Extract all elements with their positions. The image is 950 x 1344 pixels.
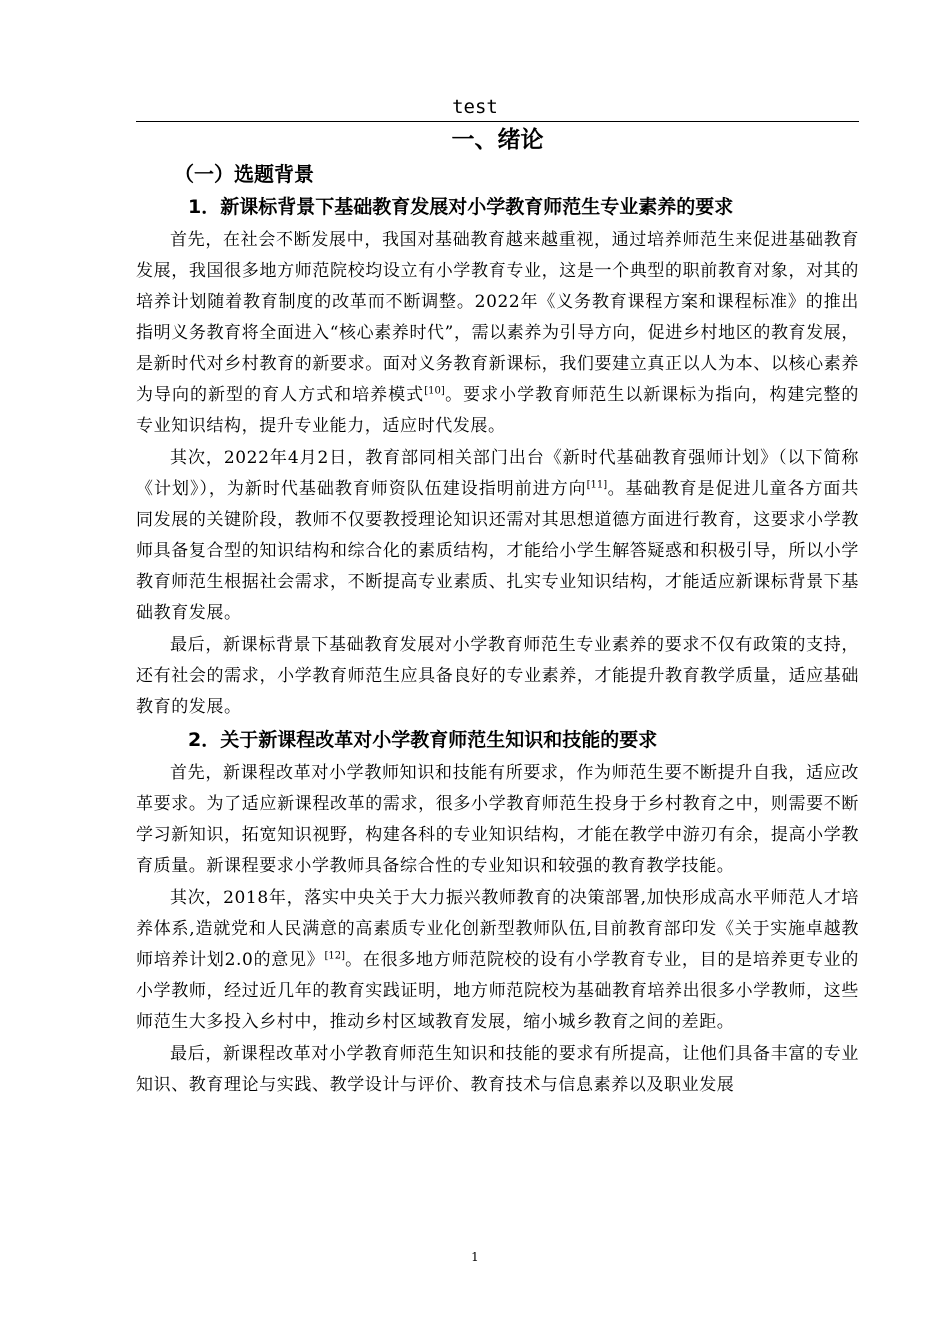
citation: [12] xyxy=(324,950,346,962)
page-number: 1 xyxy=(471,1250,479,1264)
paragraph: 最后，新课标背景下基础教育发展对小学教育师范生专业素养的要求不仅有政策的支持，还有社会的需求，小学教育师范生应具备良好的专业素养，才能提升教育教学质量，适应基础教育的发展。 xyxy=(136,635,859,717)
citation: [11] xyxy=(586,479,608,491)
subsection-heading-1: 1．新课标背景下基础教育发展对小学教育师范生专业素养的要求 xyxy=(188,196,734,218)
page-content xyxy=(136,124,859,1102)
page-header: test xyxy=(452,96,498,118)
paragraph: 其次，2022年4月2日，教育部同相关部门出台《新时代基础教育强师计划》（以下简称《计划》），为新时代基础教育师资队伍建设指明前进方向[11]。基础教育是促进儿童各方面共同发展的关键阶段，教师不仅要教授理论知识还需对其思想道德方面进行教育，这要求小学教师具备复合型的知识结构和综合化的素质结构，才能给小学生解答疑惑和积极引导，所以小学教育师范生根据社会需求，不断提高专业素质、扎实专业知识结构，才能适应新课标背景下基础教育发展。 xyxy=(136,448,859,623)
subsection-heading-2: 2．关于新课程改革对小学教育师范生知识和技能的要求 xyxy=(188,729,658,751)
chapter-title: 一、绪论 xyxy=(451,127,544,153)
paragraph: 首先，新课程改革对小学教师知识和技能有所要求，作为师范生要不断提升自我，适应改革要求。为了适应新课程改革的需求，很多小学教育师范生投身于乡村教育之中，则需要不断学习新知识，拓宽知识视野，构建各科的专业知识结构，才能在教学中游刃有余，提高小学教育质量。新课程要求小学教师具备综合性的专业知识和较强的教育教学技能。 xyxy=(136,763,859,876)
citation: [10] xyxy=(424,385,445,397)
paragraph: 其次，2018年，落实中央关于大力振兴教师教育的决策部署,加快形成高水平师范人才培养体系,造就党和人民满意的高素质专业化创新型教师队伍,目前教育部印发《关于实施卓越教师培养计划2.0的意见》[12]。在很多地方师范院校的设有小学教育专业，目的是培养更专业的小学教师，经过近几年的教育实践证明，地方师范院校为基础教育培养出很多小学教师，这些师范生大多投入乡村中，推动乡村区域教育发展，缩小城乡教育之间的差距。 xyxy=(136,888,859,1032)
paragraph: 最后，新课程改革对小学教育师范生知识和技能的要求有所提高，让他们具备丰富的专业知识、教育理论与实践、教学设计与评价、教育技术与信息素养以及职业发展 xyxy=(136,1044,859,1095)
paragraph: 首先，在社会不断发展中，我国对基础教育越来越重视，通过培养师范生来促进基础教育发展，我国很多地方师范院校均设立有小学教育专业，这是一个典型的职前教育对象，对其的培养计划随着教育制度的改革而不断调整。2022年《义务教育课程方案和课程标准》的推出指明义务教育将全面进入“核心素养时代”，需以素养为引导方向，促进乡村地区的教育发展，是新时代对乡村教育的新要求。面对义务教育新课标，我们要建立真正以人为本、以核心素养为导向的新型的育人方式和培养模式[10]。要求小学教育师范生以新课标为指向，构建完整的专业知识结构，提升专业能力，适应时代发展。 xyxy=(136,230,859,436)
header-divider xyxy=(136,121,859,122)
section-heading: （一）选题背景 xyxy=(174,162,314,186)
